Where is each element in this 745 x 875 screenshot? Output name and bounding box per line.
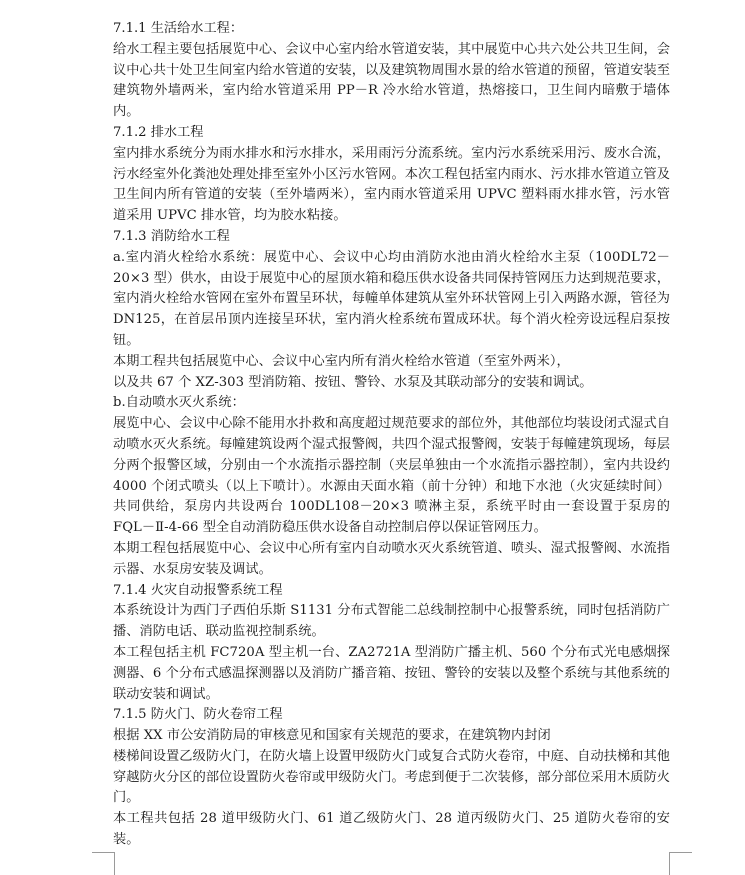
- section-heading-7-1-4: 7.1.4 火灾自动报警系统工程: [113, 582, 283, 598]
- document-body: [113, 19, 670, 851]
- paragraph-sprinkler-system: 展览中心、会议中心除不能用水扑救和高度超过规范要求的部位外，其他部位均装设闭式湿式自动喷水灭火系统。每幢建筑设两个湿式报警阀，共四个湿式报警阀，安装于每幢建筑现场，每层分两个报警区域，分别由一个水流指示器控制（夹层单独由一个水流指示器控制），室内共设约 4000 个闭式喷头（以上下喷计）。水源由天面水箱（前十分钟）和地下水池（火灾延续时间）共同供给，泵房内共设两台 100DL108－20×3 喷淋主泵，系统平时由一套设置于泵房的 FQL－Ⅱ-4-66 型全自动消防稳压供水设备自动控制启停以保证管网压力。: [113, 416, 670, 536]
- paragraph-drainage: 室内排水系统分为雨水排水和污水排水，采用雨污分流系统。室内污水系统采用污、废水合流，污水经室外化粪池处理处排至室外小区污水管网。本次工程包括室内雨水、污水排水管道立管及卫生间内所有管道的安装（至外墙两米），室内雨水管道采用 UPVC 塑料雨水排水管，污水管道采用 UPVC 排水管，均为胶水粘接。: [113, 145, 670, 224]
- paragraph-hydrant-equipment: 以及共 67 个 XZ-303 型消防箱、按钮、警铃、水泵及其联动部分的安装和调试。: [113, 374, 593, 390]
- paragraph-fire-door-basis: 根据 XX 市公安消防局的审核意见和国家有关规范的要求，在建筑物内封闭: [113, 728, 551, 744]
- subheading-sprinkler: b.自动喷水灭火系统：: [113, 395, 245, 411]
- section-heading-7-1-3: 7.1.3 消防给水工程: [113, 228, 230, 244]
- paragraph-fire-door-scope: 本工程共包括 28 道甲级防火门、61 道乙级防火门、28 道丙级防火门、25 道防火卷帘的安装。: [113, 811, 670, 848]
- paragraph-hydrant-scope: 本期工程共包括展览中心、会议中心室内所有消火栓给水管道（至室外两米），: [113, 353, 570, 369]
- page-corner-mark-left: [92, 852, 115, 875]
- section-heading-7-1-1: 7.1.1 生活给水工程：: [113, 21, 244, 36]
- section-heading-7-1-2: 7.1.2 排水工程: [113, 124, 204, 140]
- paragraph-fire-door-layout: 楼梯间设置乙级防火门，在防火墙上设置甲级防火门或复合式防火卷帘，中庭、自动扶梯和其他穿越防火分区的部位设置防火卷帘或甲级防火门。考虑到便于二次装修，部分部位采用木质防火门。: [113, 748, 670, 806]
- section-heading-7-1-5: 7.1.5 防火门、防火卷帘工程: [113, 707, 283, 723]
- paragraph-sprinkler-scope: 本期工程包括展览中心、会议中心所有室内自动喷水灭火系统管道、喷头、湿式报警阀、水流指示器、水泵房安装及调试。: [113, 540, 670, 577]
- page-corner-mark-right: [669, 852, 692, 875]
- paragraph-hydrant-system: a.室内消火栓给水系统：展览中心、会议中心均由消防水池由消火栓给水主泵（100DL72－20×3 型）供水，由设于展览中心的屋顶水箱和稳压供水设备共同保持管网压力达到规范要求，室内消火栓给水管网在室外布置呈环状，每幢单体建筑从室外环状管网上引入两路水源，管径为 DN125，在首层吊顶内连接呈环状，室内消火栓系统布置成环状。每个消火栓旁设远程启泵按钮。: [113, 249, 670, 348]
- paragraph-water-supply: 给水工程主要包括展览中心、会议中心室内给水管道安装，其中展览中心共六处公共卫生间，会议中心共十处卫生间室内给水管道的安装，以及建筑物周围水景的给水管道的预留，管道安装至建筑物外墙两米，室内给水管道采用 PP－R 冷水给水管道，热熔接口，卫生间内暗敷于墙体内。: [113, 41, 670, 120]
- paragraph-alarm-scope: 本工程包括主机 FC720A 型主机一台、ZA2721A 型消防广播主机、560 个分布式光电感烟探测器、6 个分布式感温探测器以及消防广播音箱、按钮、警铃的安装以及整个系统与其他系统的联动安装和调试。: [113, 644, 670, 702]
- paragraph-alarm-system: 本系统设计为西门子西伯乐斯 S1131 分布式智能二总线制控制中心报警系统，同时包括消防广播、消防电话、联动监视控制系统。: [113, 603, 670, 640]
